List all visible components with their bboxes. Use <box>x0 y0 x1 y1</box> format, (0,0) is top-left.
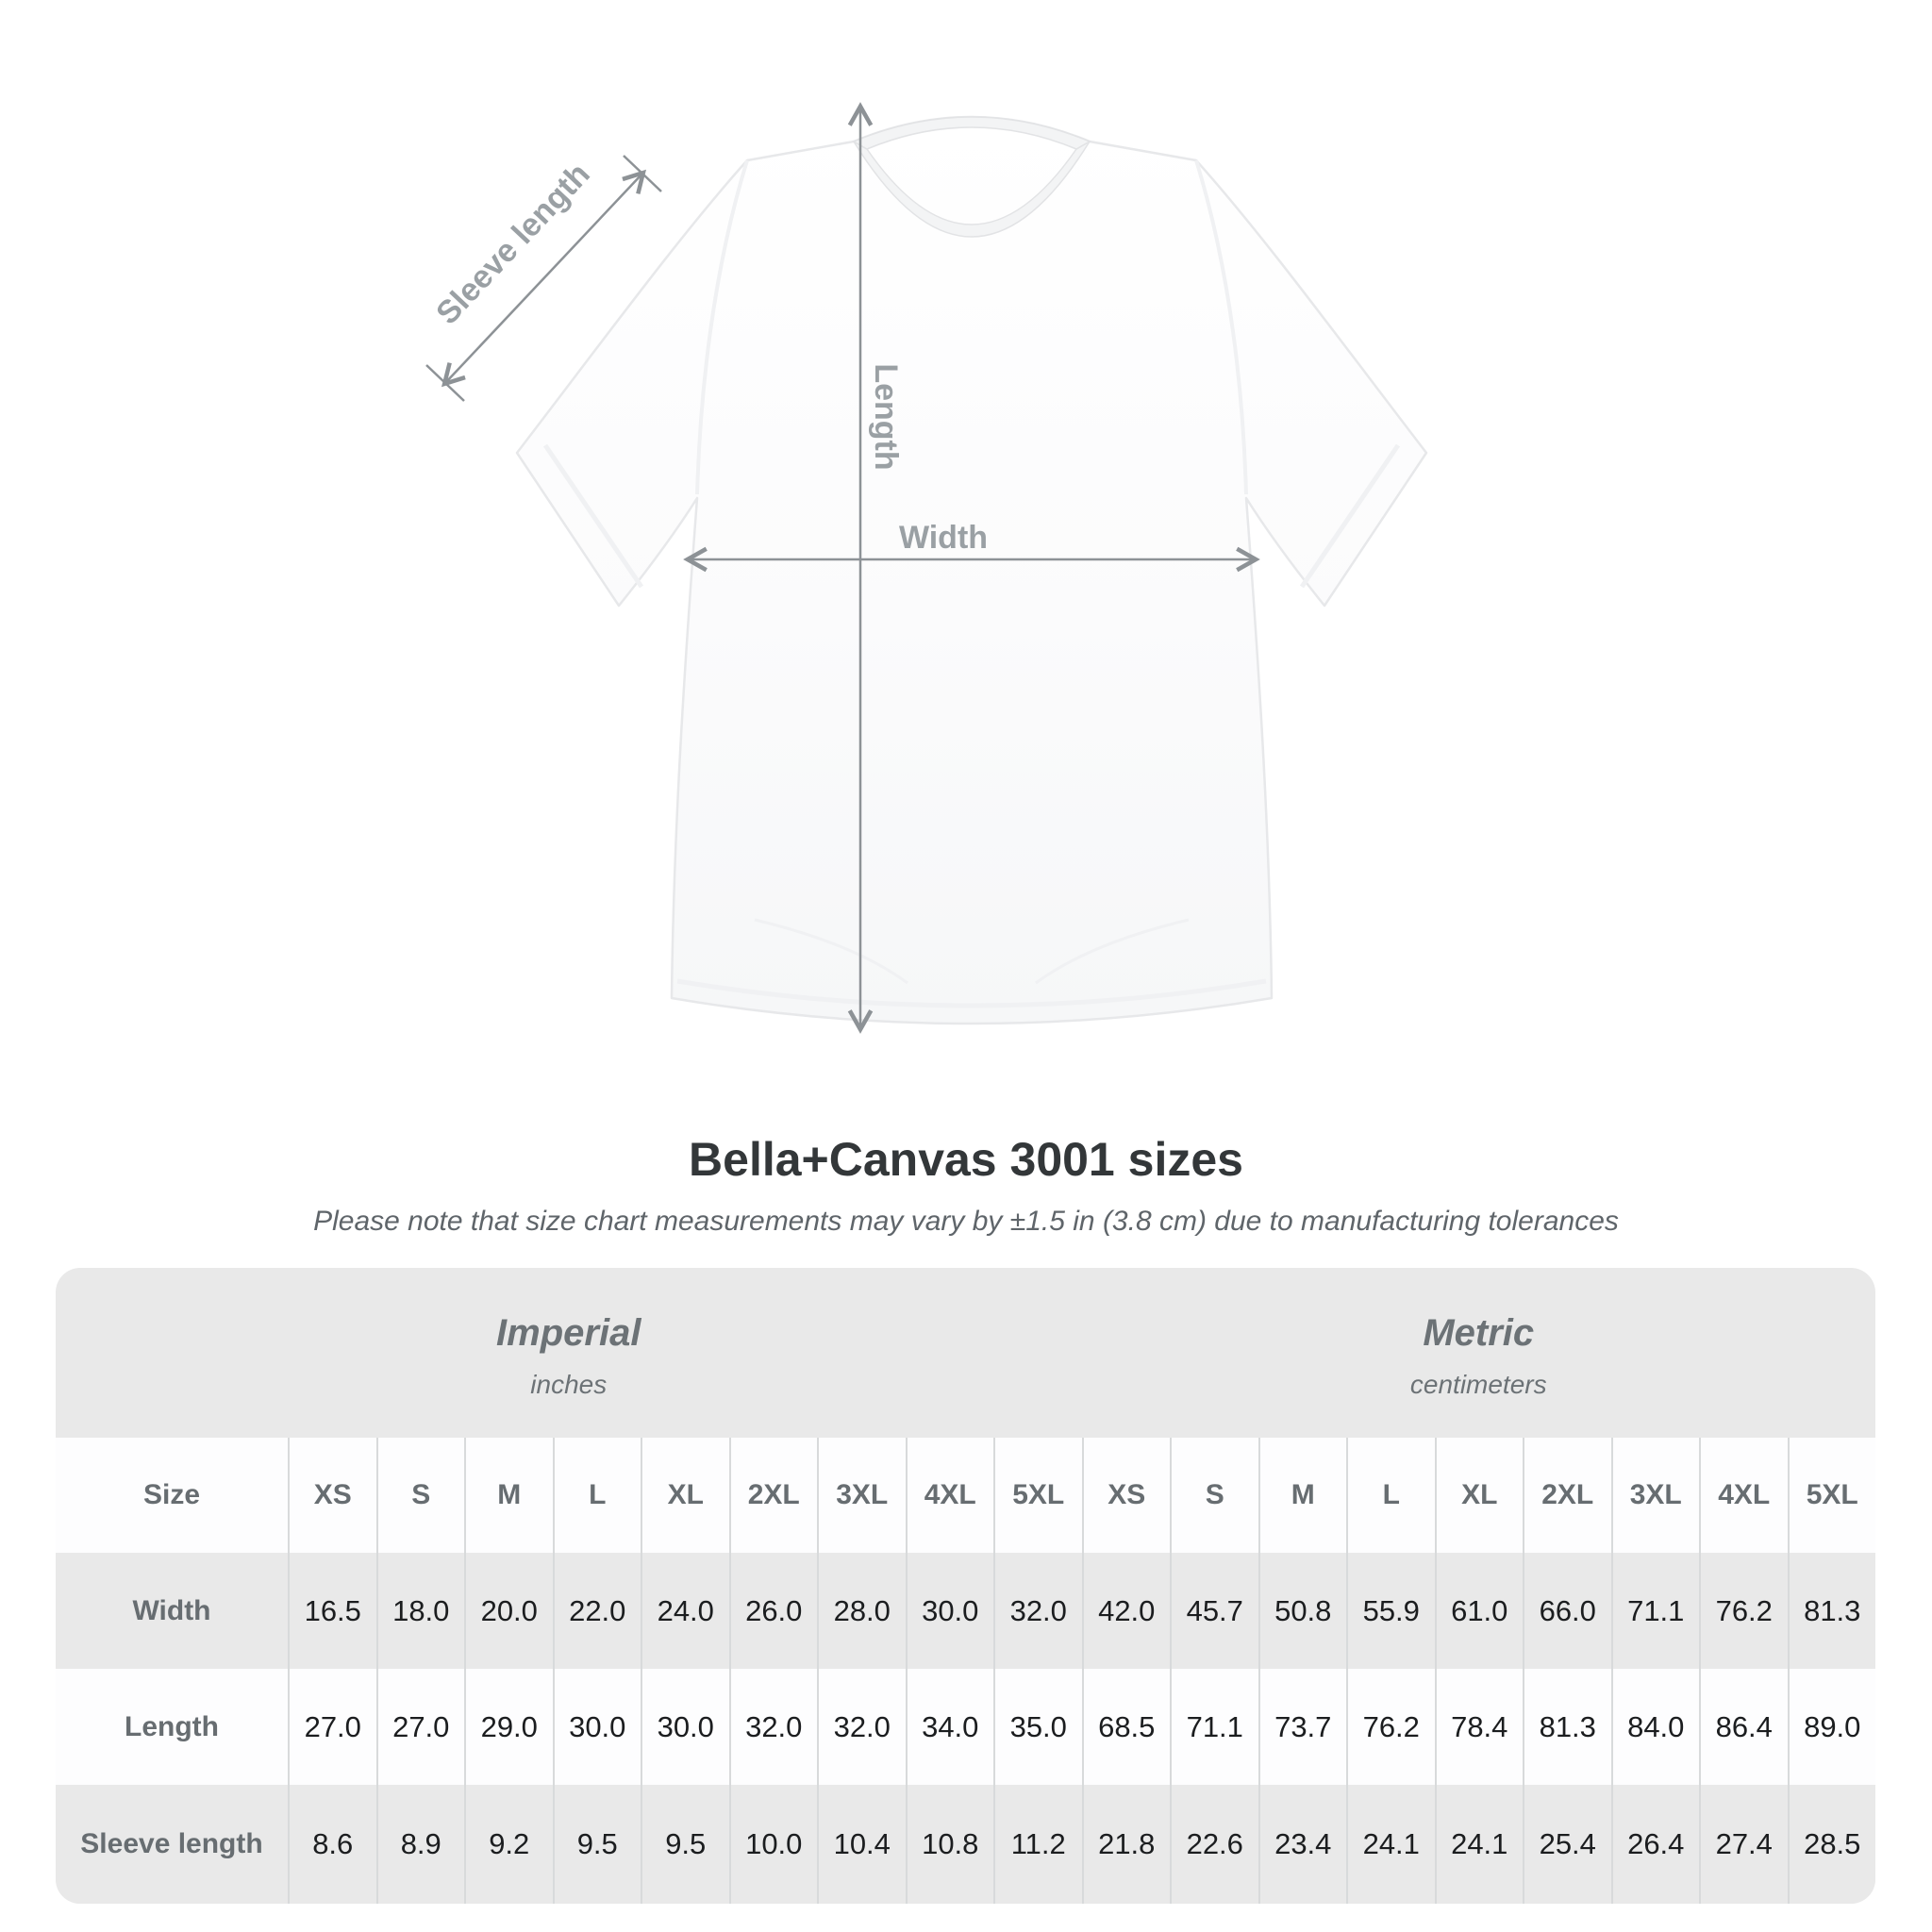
metric-header <box>1082 1268 1876 1438</box>
sleeve-length-value-cell: 8.6 <box>288 1785 376 1904</box>
size-column-header: 5XL <box>1788 1438 1876 1553</box>
width-value-cell: 20.0 <box>464 1553 553 1669</box>
size-header-label: Size <box>142 1479 201 1510</box>
sleeve-length-value-cell: 25.4 <box>1523 1785 1611 1904</box>
table-row-width <box>56 1553 1875 1669</box>
width-value-cell: 55.9 <box>1346 1553 1435 1669</box>
sleeve-length-value-cell: 22.6 <box>1170 1785 1258 1904</box>
size-header-row <box>56 1438 1875 1553</box>
width-value-cell: 26.0 <box>729 1553 818 1669</box>
length-value-cell: 32.0 <box>729 1669 818 1785</box>
imperial-header <box>56 1268 1082 1438</box>
imperial-unit: inches <box>530 1369 608 1399</box>
width-values <box>288 1553 1875 1669</box>
tshirt-image <box>517 117 1426 1024</box>
sleeve-length-value-cell: 21.8 <box>1082 1785 1171 1904</box>
width-value-cell: 45.7 <box>1170 1553 1258 1669</box>
length-value-cell: 27.0 <box>288 1669 376 1785</box>
length-value-cell: 34.0 <box>906 1669 994 1785</box>
width-value-cell: 42.0 <box>1082 1553 1171 1669</box>
width-value-cell: 32.0 <box>993 1553 1082 1669</box>
width-value-cell: 61.0 <box>1435 1553 1524 1669</box>
length-label: Length <box>868 363 904 471</box>
sleeve-length-value-cell: 24.1 <box>1346 1785 1435 1904</box>
table-row-sleeve-length <box>56 1785 1875 1904</box>
sleeve-length-value-cell: 27.4 <box>1699 1785 1788 1904</box>
sleeve-length-values <box>288 1785 1875 1904</box>
sleeve-length-label: Sleeve length <box>429 156 597 332</box>
length-value-cell: 29.0 <box>464 1669 553 1785</box>
sleeve-length-value-cell: 10.8 <box>906 1785 994 1904</box>
size-column-header: S <box>1170 1438 1258 1553</box>
sleeve-length-value-cell: 10.0 <box>729 1785 818 1904</box>
length-value-cell: 30.0 <box>641 1669 729 1785</box>
size-column-header: M <box>1258 1438 1347 1553</box>
length-value-cell: 32.0 <box>817 1669 906 1785</box>
size-column-header: 4XL <box>1699 1438 1788 1553</box>
width-value-cell: 18.0 <box>376 1553 465 1669</box>
size-column-header: L <box>1346 1438 1435 1553</box>
width-value-cell: 76.2 <box>1699 1553 1788 1669</box>
size-column-header: L <box>553 1438 641 1553</box>
length-value-cell: 86.4 <box>1699 1669 1788 1785</box>
width-value-cell: 16.5 <box>288 1553 376 1669</box>
width-value-cell: 22.0 <box>553 1553 641 1669</box>
sleeve-length-value-cell: 28.5 <box>1788 1785 1876 1904</box>
sleeve-length-value-cell: 9.2 <box>464 1785 553 1904</box>
size-column-header: XS <box>1082 1438 1171 1553</box>
row-label-length: Length <box>125 1710 219 1742</box>
length-value-cell: 30.0 <box>553 1669 641 1785</box>
sleeve-length-value-cell: 11.2 <box>993 1785 1082 1904</box>
tshirt-outline <box>517 117 1426 1024</box>
size-column-header: 3XL <box>817 1438 906 1553</box>
length-value-cell: 73.7 <box>1258 1669 1347 1785</box>
metric-label: Metric <box>1423 1311 1535 1354</box>
size-columns <box>288 1438 1875 1553</box>
size-column-header: XL <box>1435 1438 1524 1553</box>
length-value-cell: 76.2 <box>1346 1669 1435 1785</box>
size-column-header: M <box>464 1438 553 1553</box>
sleeve-length-value-cell: 9.5 <box>641 1785 729 1904</box>
size-table <box>56 1268 1875 1904</box>
size-column-header: XS <box>288 1438 376 1553</box>
length-value-cell: 27.0 <box>376 1669 465 1785</box>
width-value-cell: 71.1 <box>1611 1553 1700 1669</box>
length-value-cell: 81.3 <box>1523 1669 1611 1785</box>
length-value-cell: 35.0 <box>993 1669 1082 1785</box>
width-value-cell: 24.0 <box>641 1553 729 1669</box>
width-label: Width <box>898 520 989 556</box>
length-value-cell: 89.0 <box>1788 1669 1876 1785</box>
sleeve-length-value-cell: 10.4 <box>817 1785 906 1904</box>
table-row-length <box>56 1669 1875 1785</box>
sleeve-length-value-cell: 23.4 <box>1258 1785 1347 1904</box>
size-column-header: 5XL <box>993 1438 1082 1553</box>
size-column-header: S <box>376 1438 465 1553</box>
page-subtitle: Please note that size chart measurements may vary by ±1.5 in (3.8 cm) due to manufacturing tolerances <box>313 1206 1619 1237</box>
size-column-header: 4XL <box>906 1438 994 1553</box>
width-value-cell: 30.0 <box>906 1553 994 1669</box>
width-value-cell: 28.0 <box>817 1553 906 1669</box>
sleeve-length-value-cell: 8.9 <box>376 1785 465 1904</box>
row-label-width: Width <box>132 1594 211 1626</box>
length-value-cell: 78.4 <box>1435 1669 1524 1785</box>
width-value-cell: 66.0 <box>1523 1553 1611 1669</box>
metric-unit: centimeters <box>1409 1369 1547 1399</box>
length-value-cell: 71.1 <box>1170 1669 1258 1785</box>
page-title: Bella+Canvas 3001 sizes <box>689 1133 1243 1186</box>
unit-header-band <box>56 1268 1875 1438</box>
size-column-header: 3XL <box>1611 1438 1700 1553</box>
width-value-cell: 81.3 <box>1788 1553 1876 1669</box>
imperial-label: Imperial <box>496 1311 641 1354</box>
sleeve-length-value-cell: 24.1 <box>1435 1785 1524 1904</box>
row-label-sleeve-length: Sleeve length <box>80 1828 263 1859</box>
sleeve-length-value-cell: 9.5 <box>553 1785 641 1904</box>
width-value-cell: 50.8 <box>1258 1553 1347 1669</box>
length-values <box>288 1669 1875 1785</box>
sleeve-length-value-cell: 26.4 <box>1611 1785 1700 1904</box>
length-value-cell: 68.5 <box>1082 1669 1171 1785</box>
size-column-header: 2XL <box>1523 1438 1611 1553</box>
size-column-header: 2XL <box>729 1438 818 1553</box>
length-value-cell: 84.0 <box>1611 1669 1700 1785</box>
size-column-header: XL <box>641 1438 729 1553</box>
